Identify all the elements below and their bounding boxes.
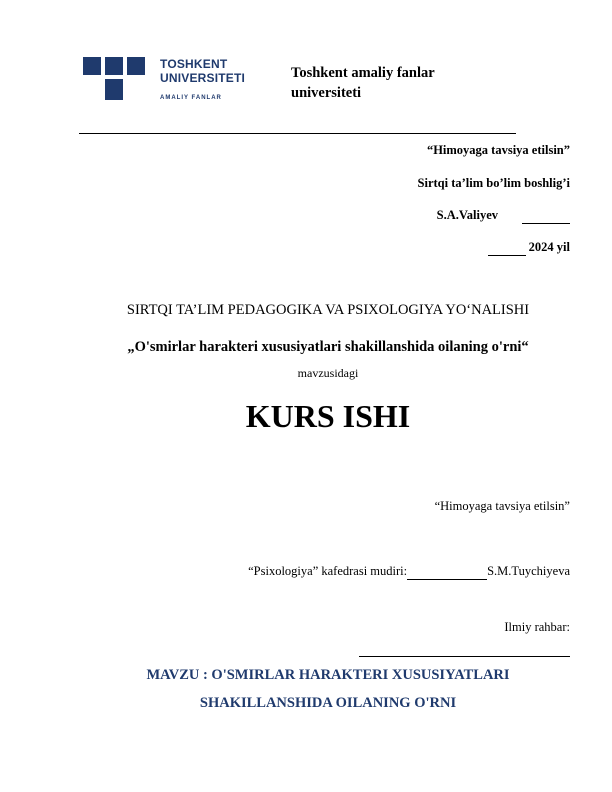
- approval-signature-line: [437, 208, 570, 224]
- university-logo: [83, 57, 145, 101]
- logo-wordmark: [160, 57, 245, 101]
- university-name-line-1: Toshkent amaliy fanlar: [291, 65, 435, 81]
- mavzu-line-1: MAVZU : O'SMIRLAR HARAKTERI XUSUSIYATLARI: [146, 667, 510, 683]
- supervisor-signature-line: [359, 656, 570, 657]
- department-head-name: S.M.Tuychiyeva: [487, 564, 570, 578]
- approval-year: 2024 yil: [528, 240, 570, 254]
- logo-line-1: TOSHKENT: [160, 57, 228, 71]
- logo-line-2: UNIVERSITETI: [160, 71, 246, 85]
- department-head-line: [248, 564, 570, 580]
- approval-name: S.A.Valiyev: [436, 208, 498, 222]
- mavzu-line-2: SHAKILLANSHIDA OILANING O'RNI: [199, 695, 457, 711]
- topic-heading: „O'smirlar harakteri xususiyatlari shakillanshida oilaning o'rni“: [127, 339, 529, 355]
- direction-heading: SIRTQI TA’LIM PEDAGOGIKA VA PSIXOLOGIYA YO‘NALISHI: [126, 302, 530, 318]
- approval-position: Sirtqi ta’lim bo’lim boshlig’i: [417, 176, 570, 190]
- recommendation-text: “Himoyaga tavsiya etilsin”: [434, 499, 570, 513]
- date-blank: [488, 240, 526, 256]
- approval-date-line: [488, 240, 570, 256]
- approval-title: “Himoyaga tavsiya etilsin”: [426, 143, 570, 157]
- logo-line-3: AMALIY FANLAR: [160, 95, 222, 101]
- header-divider: [79, 133, 516, 134]
- supervisor-label: Ilmiy rahbar:: [504, 620, 570, 634]
- university-name-line-2: universiteti: [291, 85, 362, 101]
- department-label: “Psixologiya” kafedrasi mudiri:: [248, 564, 408, 578]
- department-signature-blank: [407, 564, 487, 580]
- topic-suffix: mavzusidagi: [297, 366, 359, 380]
- signature-blank: [522, 208, 570, 224]
- document-type: KURS ISHI: [245, 398, 411, 434]
- university-name: [291, 63, 435, 103]
